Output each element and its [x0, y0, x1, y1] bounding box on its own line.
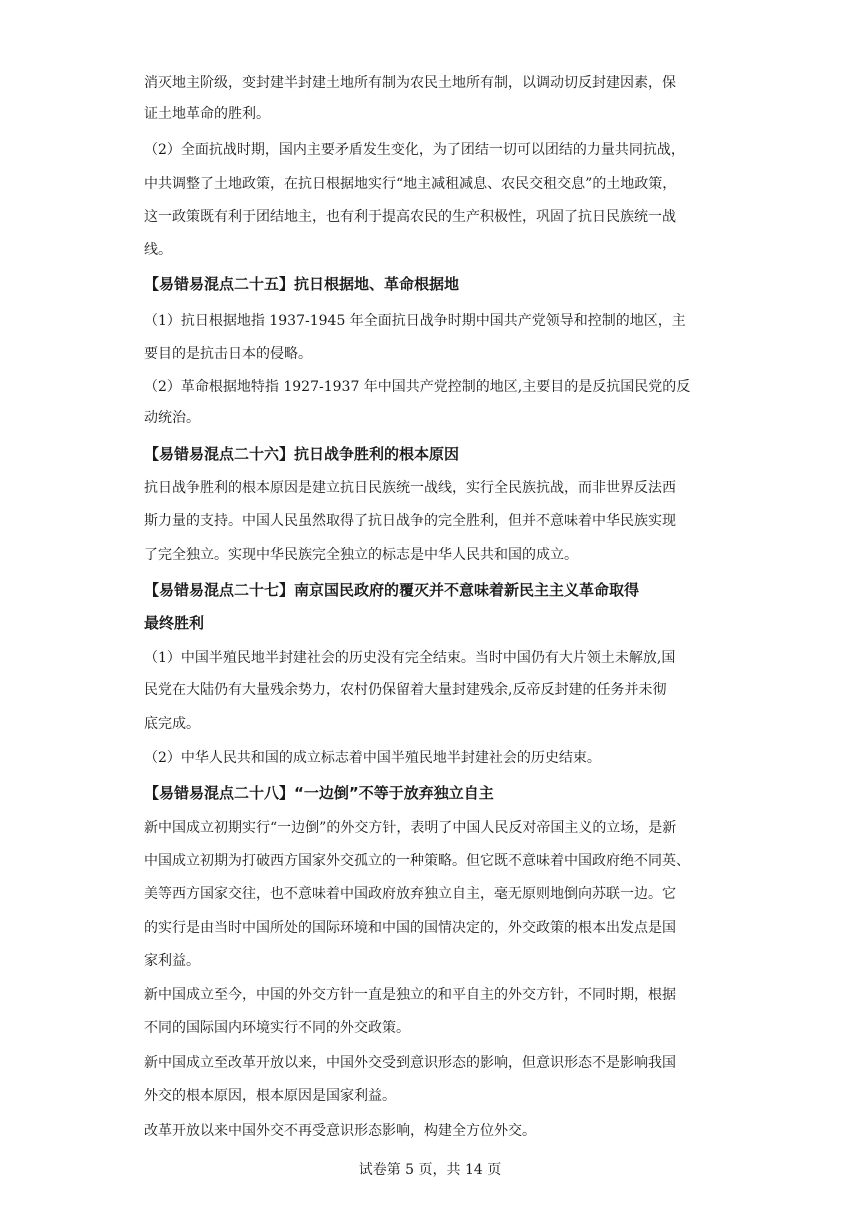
paragraph-line: 美等西方国家交往，也不意味着中国政府放弃独立自主，毫无原则地倒向苏联一边。它: [144, 886, 676, 902]
paragraph-line: 线。: [144, 242, 172, 258]
paragraph-line: 民党在大陆仍有大量残余势力，农村仍保留着大量封建残余,反帝反封建的任务并未彻: [144, 682, 667, 698]
paragraph-line: 抗日战争胜利的根本原因是建立抗日民族统一战线，实行全民族抗战，而非世界反法西: [144, 480, 676, 496]
paragraph-line: 动统治。: [144, 410, 200, 426]
paragraph-line: 外交的根本原因，根本原因是国家利益。: [144, 1088, 396, 1104]
paragraph-line: 要目的是抗击日本的侵略。: [144, 346, 312, 362]
paragraph-line: 家利益。: [144, 953, 200, 969]
paragraph-line: 不同的国际国内环境实行不同的外交政策。: [144, 1020, 410, 1036]
paragraph-line: （1）抗日根据地指 1937-1945 年全面抗日战争时期中国共产党领导和控制的地区，主: [144, 313, 686, 329]
page-footer: 试卷第 5 页，共 14 页: [358, 1162, 502, 1178]
paragraph-line: 斯力量的支持。中国人民虽然取得了抗日战争的完全胜利，但并不意味着中华民族实现: [144, 513, 676, 529]
section-heading-28: 【易错易混点二十八】“一边倒”不等于放弃独立自主: [144, 784, 494, 802]
paragraph-line: 消灭地主阶级，变封建半封建土地所有制为农民土地所有制，以调动切反封建因素，保: [144, 75, 676, 91]
section-heading-27: 【易错易混点二十七】南京国民政府的覆灭并不意味着新民主主义革命取得: [144, 581, 640, 599]
paragraph-line: 这一政策既有利于团结地主，也有利于提高农民的生产积极性，巩固了抗日民族统一战: [144, 209, 676, 225]
paragraph-line: 中共调整了土地政策，在抗日根据地实行“地主减租减息、农民交租交息”的土地政策，: [144, 176, 677, 192]
paragraph-line: 新中国成立至改革开放以来，中国外交受到意识形态的影响，但意识形态不是影响我国: [144, 1055, 676, 1071]
paragraph-line: 新中国成立初期实行“一边倒”的外交方针，表明了中国人民反对帝国主义的立场，是新: [144, 820, 677, 836]
paragraph-line: 新中国成立至今，中国的外交方针一直是独立的和平自主的外交方针，不同时期，根据: [144, 987, 676, 1003]
paragraph-line: （1）中国半殖民地半封建社会的历史没有完全结束。当时中国仍有大片领土未解放,国: [144, 650, 676, 666]
paragraph-line: （2）革命根据地特指 1927-1937 年中国共产党控制的地区,主要目的是反抗国民党的反: [144, 379, 691, 395]
paragraph-line: （2）全面抗战时期，国内主要矛盾发生变化，为了团结一切可以团结的力量共同抗战，: [144, 142, 685, 158]
paragraph-line: 了完全独立。实现中华民族完全独立的标志是中华人民共和国的成立。: [144, 547, 578, 563]
paragraph-line: 的实行是由当时中国所处的国际环境和中国的国情决定的，外交政策的根本出发点是国: [144, 920, 676, 936]
paragraph-line: 底完成。: [144, 716, 200, 732]
paragraph-line: 改革开放以来中国外交不再受意识形态影响，构建全方位外交。: [144, 1123, 536, 1139]
paragraph-line: 中国成立初期为打破西方国家外交孤立的一种策略。但它既不意味着中国政府绝不同英、: [144, 853, 690, 869]
paragraph-line: （2）中华人民共和国的成立标志着中国半殖民地半封建社会的历史结束。: [144, 750, 601, 766]
section-heading-25: 【易错易混点二十五】抗日根据地、革命根据地: [144, 275, 460, 293]
section-heading-27-cont: 最终胜利: [144, 614, 205, 632]
paragraph-line: 证土地革命的胜利。: [144, 106, 270, 122]
section-heading-26: 【易错易混点二十六】抗日战争胜利的根本原因: [144, 445, 460, 463]
